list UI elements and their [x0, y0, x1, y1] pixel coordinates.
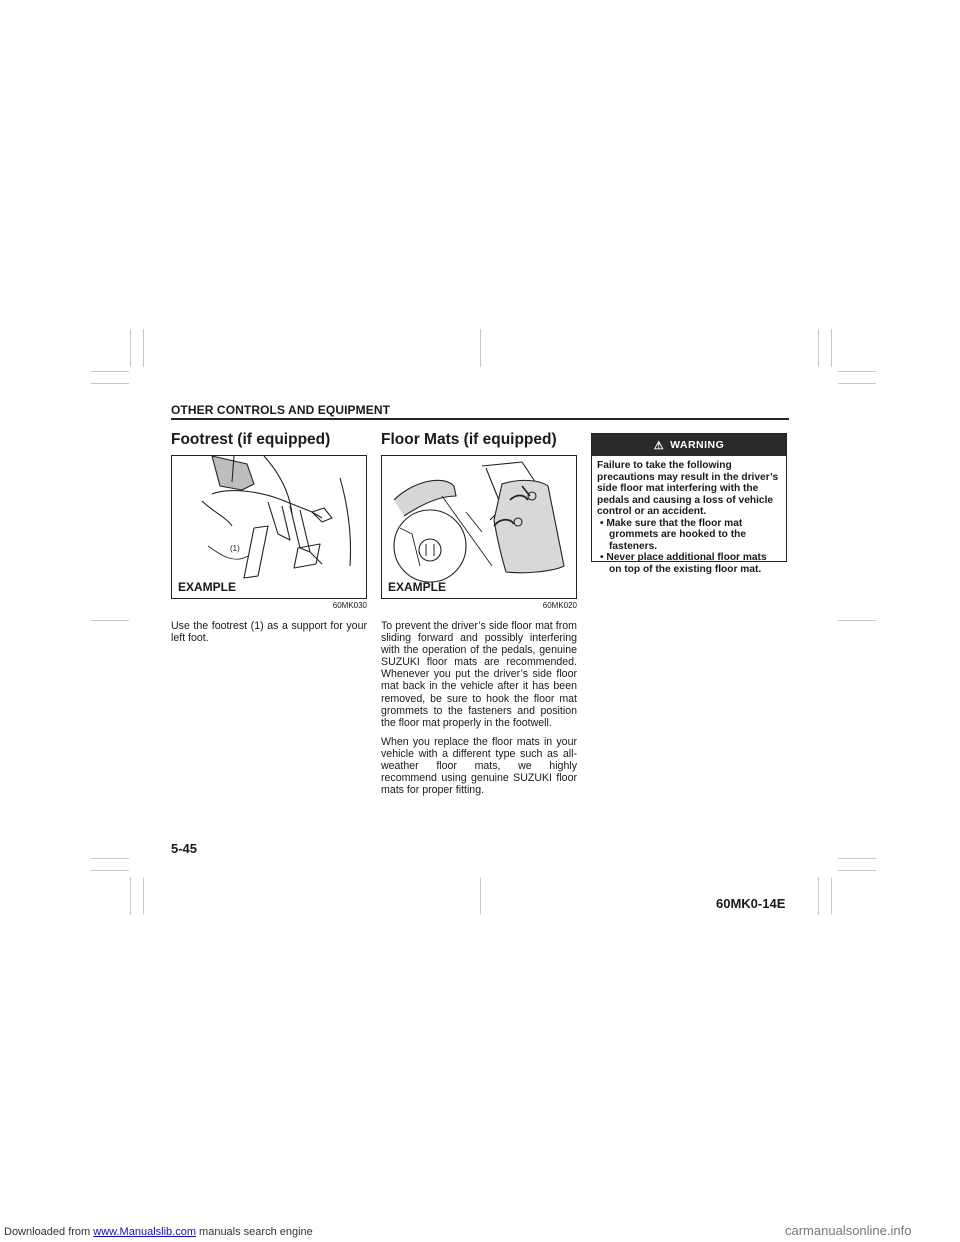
manualslib-link[interactable]: www.Manualslib.com — [93, 1226, 196, 1238]
header-rule — [171, 418, 789, 420]
floor-mats-figure — [381, 455, 577, 599]
warning-list — [597, 518, 781, 576]
floor-mats-figure-code: 60MK020 — [542, 601, 577, 610]
warning-header — [592, 434, 786, 456]
floor-mats-illustration — [382, 456, 576, 598]
page-number: 5-45 — [171, 841, 198, 856]
footer-suffix: manuals search engine — [195, 1226, 313, 1238]
footrest-figure-label: EXAMPLE — [178, 580, 237, 594]
warning-bullet: • Never place additional floor mats on top of the existing floor mat. — [600, 552, 767, 575]
warning-intro: Failure to take the following precautions may result in the driver’s side floor mat interfering with the pedals and causing a loss of vehicle control or an accident. — [597, 460, 779, 517]
download-footer — [4, 1226, 313, 1238]
footrest-illustration — [172, 456, 366, 598]
footrest-figure — [171, 455, 367, 599]
footrest-figure-code: 60MK030 — [332, 601, 367, 610]
footrest-callout: (1) — [230, 544, 240, 553]
footer-prefix: Downloaded from — [4, 1226, 94, 1238]
floor-mats-body — [381, 620, 577, 803]
document-code: 60MK0-14E — [716, 896, 786, 911]
warning-body — [592, 456, 786, 579]
section-header: OTHER CONTROLS AND EQUIPMENT — [171, 403, 391, 417]
floor-mats-paragraph: When you replace the floor mats in your vehicle with a different type such as all-weather floor mats, we highly recommend using genuine SUZUKI floor mats for proper fitting. — [381, 735, 577, 797]
floor-mats-figure-label: EXAMPLE — [388, 580, 447, 594]
warning-triangle-icon: ⚠ — [653, 439, 665, 452]
warning-box — [591, 433, 787, 575]
floor-mats-paragraph: To prevent the driver’s side floor mat from sliding forward and possibly interfering with the operation of the pedals, genuine SUZUKI floor mats are recommended. Whenever you put the driver’s side floor mat back in the vehicle after it has been removed, be sure to hook the floor mat grommets to the fasteners and position the floor mat properly in the footwell. — [381, 620, 577, 729]
footrest-title: Footrest (if equipped) — [171, 431, 331, 448]
watermark: carmanualsonline.info — [785, 1223, 912, 1238]
warning-heading: WARNING — [670, 439, 725, 451]
footrest-body: Use the footrest (1) as a support for your left foot. — [171, 620, 367, 645]
floor-mats-title: Floor Mats (if equipped) — [381, 431, 557, 448]
warning-bullet: • Make sure that the floor mat grommets are hooked to the fasteners. — [600, 517, 746, 552]
